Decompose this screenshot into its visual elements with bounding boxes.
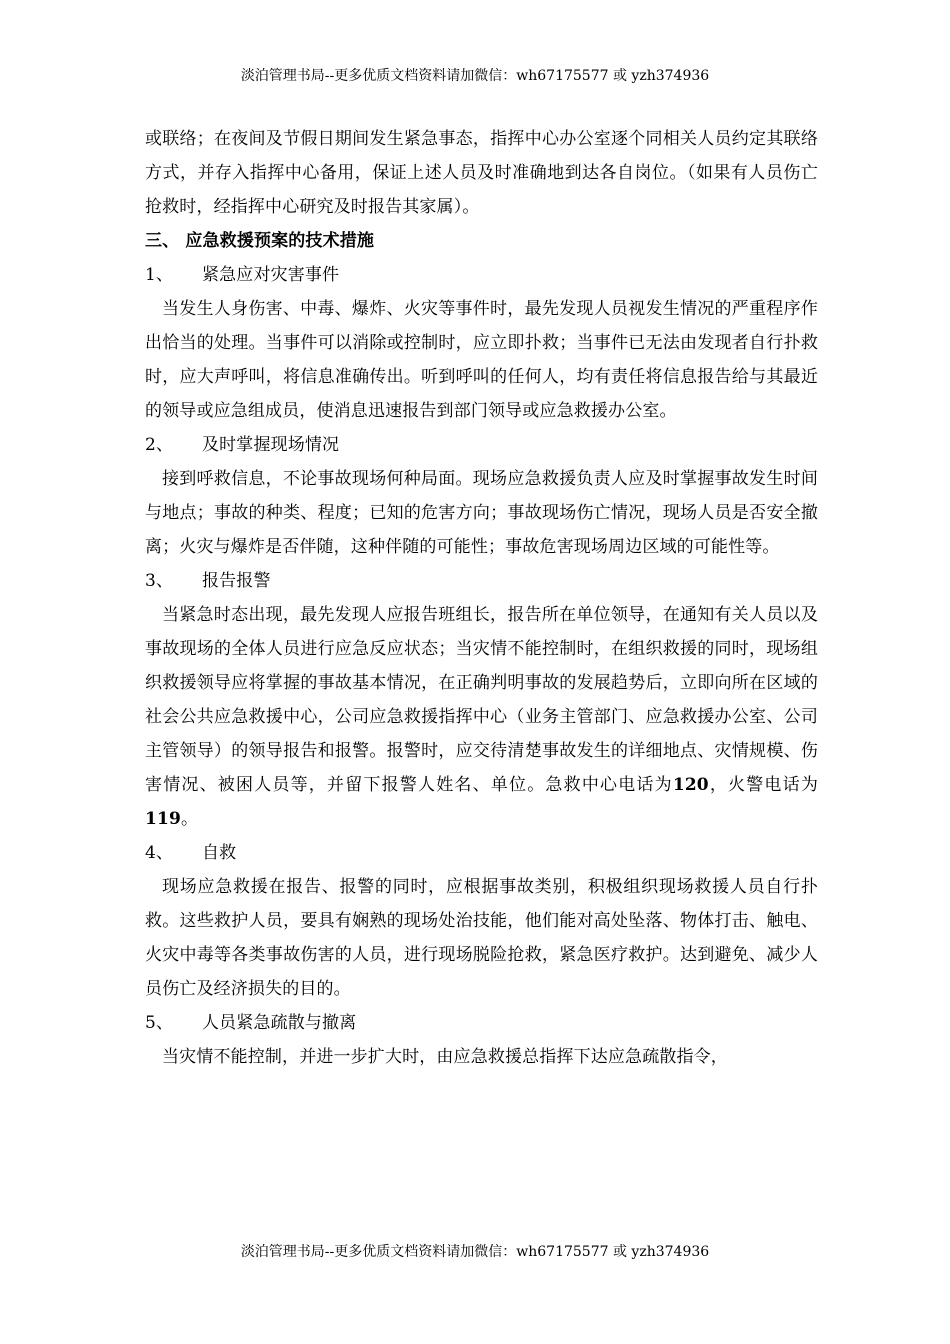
- item-heading-3: [145, 564, 818, 598]
- item-heading-1: [145, 258, 818, 292]
- item-body-text: 当紧急时态出现，最先发现人应报告班组长，报告所在单位领导，在通知有关人员以及事故现场的全体人员进行应急反应状态；当灾情不能控制时，在组织救援的同时，现场组织救援领导应将掌握的事故基本情况，在正确判明事故的发展趋势后，立即向所在区域的社会公共应急救援中心，公司应急救援指挥中心（业务主管部门、应急救援办公室、公司主管领导）的领导报告和报警。报警时，应交待清楚事故发生的详细地点、灾情规模、伤害情况、被困人员等，并留下报警人姓名、单位。急救中心电话为: [145, 605, 818, 795]
- page-footer: 淡泊管理书局--更多优质文档资料请加微信：wh67175577 或 yzh374936: [240, 1244, 710, 1260]
- page-header: 淡泊管理书局--更多优质文档资料请加微信：wh67175577 或 yzh374936: [240, 68, 710, 84]
- item-title: 报告报警: [202, 571, 271, 591]
- item-title: 人员紧急疏散与撤离: [202, 1013, 357, 1033]
- item-title: 及时掌握现场情况: [202, 435, 340, 455]
- item-heading-5: [145, 1006, 818, 1040]
- document-body: [145, 122, 818, 1074]
- intro-paragraph: 或联络；在夜间及节假日期间发生紧急事态，指挥中心办公室逐个同相关人员约定其联络方式，并存入指挥中心备用，保证上述人员及时准确地到达各自岗位。（如果有人员伤亡抢救时，经指挥中心研究及时报告其家属）。: [145, 129, 818, 217]
- section-heading: 三、 应急救援预案的技术措施: [145, 231, 375, 251]
- item-number: 5、: [145, 1013, 174, 1033]
- emergency-phone-number: 120: [672, 775, 709, 795]
- item-body-text: ，火警电话为: [708, 775, 818, 795]
- item-number: 3、: [145, 571, 174, 591]
- item-body-text: 。: [180, 809, 199, 829]
- item-body-2: 接到呼救信息，不论事故现场何种局面。现场应急救援负责人应及时掌握事故发生时间与地点；事故的种类、程度；已知的危害方向；事故现场伤亡情况，现场人员是否安全撤离；火灾与爆炸是否伴随，这种伴随的可能性；事故危害现场周边区域的可能性等。: [145, 469, 818, 557]
- item-number: 4、: [145, 843, 174, 863]
- item-body-1: 当发生人身伤害、中毒、爆炸、火灾等事件时，最先发现人员视发生情况的严重程序作出恰当的处理。当事件可以消除或控制时，应立即扑救；当事件已无法由发现者自行扑救时，应大声呼叫，将信息准确传出。听到呼叫的任何人，均有责任将信息报告给与其最近的领导或应急组成员，使消息迅速报告到部门领导或应急救援办公室。: [145, 299, 818, 421]
- item-body-4: 现场应急救援在报告、报警的同时，应根据事故类别，积极组织现场救援人员自行扑救。这些救护人员，要具有娴熟的现场处治技能，他们能对高处坠落、物体打击、触电、火灾中毒等各类事故伤害的人员，进行现场脱险抢救，紧急医疗救护。达到避免、减少人员伤亡及经济损失的目的。: [145, 877, 818, 999]
- fire-phone-number: 119: [145, 809, 181, 829]
- item-body-5: 当灾情不能控制，并进一步扩大时，由应急救援总指挥下达应急疏散指令，: [162, 1047, 728, 1067]
- item-heading-2: [145, 428, 818, 462]
- item-body-3: [145, 598, 818, 836]
- item-number: 1、: [145, 265, 174, 285]
- item-title: 自救: [202, 843, 237, 863]
- item-heading-4: [145, 836, 818, 870]
- item-title: 紧急应对灾害事件: [202, 265, 340, 285]
- item-number: 2、: [145, 435, 174, 455]
